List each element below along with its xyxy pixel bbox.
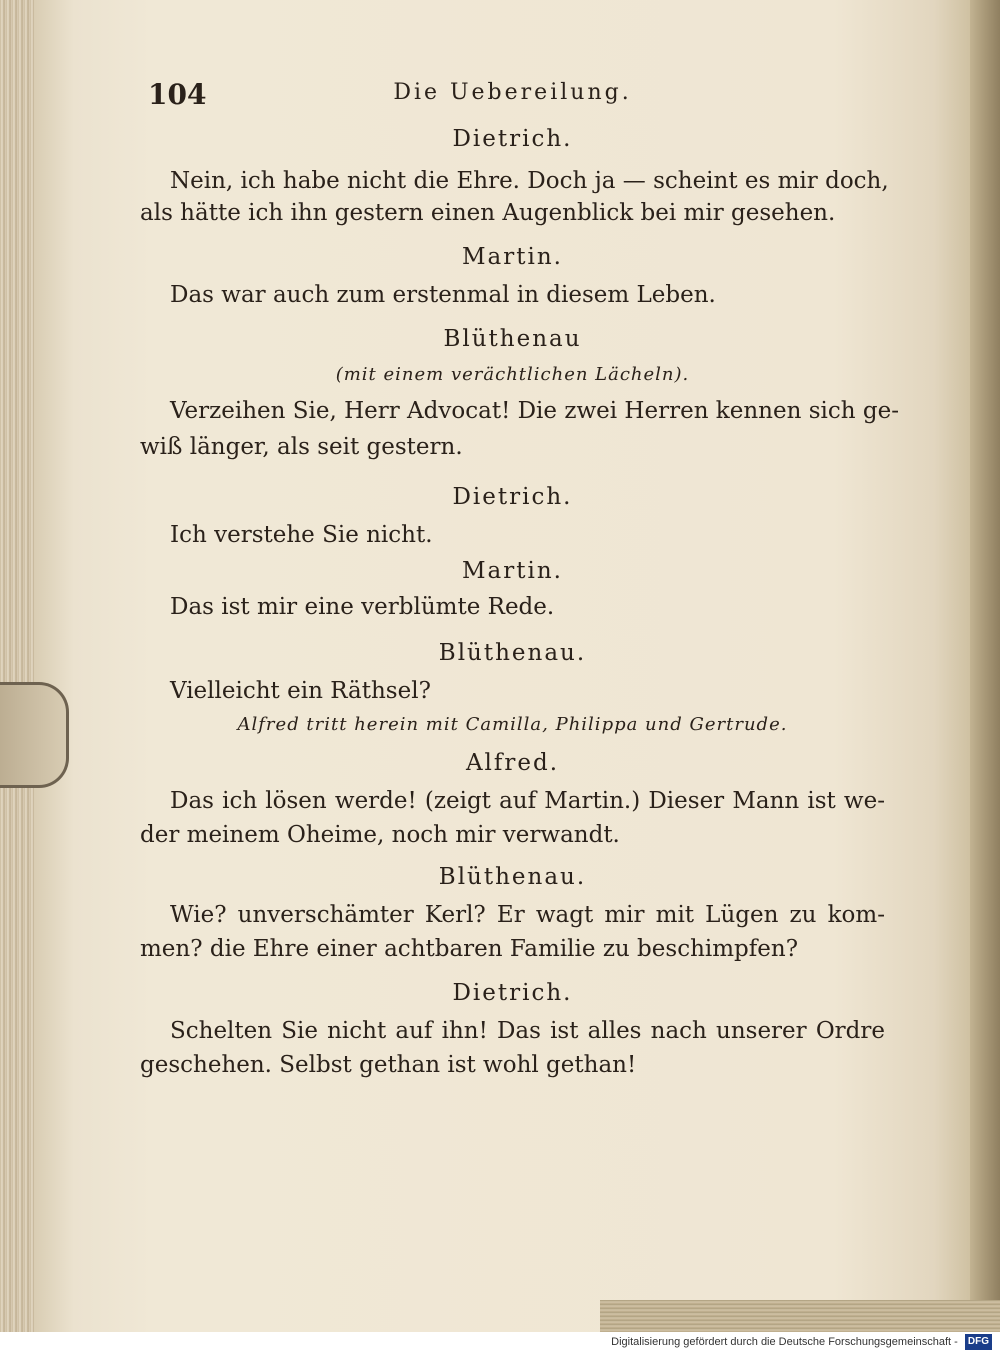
dialogue-line: Ich verstehe Sie nicht. xyxy=(170,522,433,548)
speaker-name: Dietrich. xyxy=(452,126,573,152)
dialogue-line: Schelten Sie nicht auf ihn! Das ist alles nach unserer Ordre xyxy=(170,1018,885,1044)
bottom-page-edges xyxy=(600,1300,1000,1332)
speaker-name: Blüthenau. xyxy=(438,864,587,890)
dialogue-line: Wie? unverschämter Kerl? Er wagt mir mit Lügen zu kom- xyxy=(170,902,885,928)
speaker-name: Blüthenau. xyxy=(438,640,587,666)
page-clip xyxy=(0,682,69,788)
stage-direction: (mit einem verächtlichen Lächeln). xyxy=(335,364,690,385)
dialogue-line: Vielleicht ein Räthsel? xyxy=(170,678,431,704)
speaker-name: Blüthenau xyxy=(443,326,582,352)
page-text xyxy=(140,0,899,1300)
speaker-name: Dietrich. xyxy=(452,484,573,510)
dialogue-line: wiß länger, als seit gestern. xyxy=(140,434,463,460)
footer-credit: Digitalisierung gefördert durch die Deutsche Forschungsgemeinschaft - xyxy=(611,1336,958,1349)
dialogue-line: Nein, ich habe nicht die Ehre. Doch ja — scheint es mir doch, xyxy=(170,168,889,194)
dialogue-line: Das war auch zum erstenmal in diesem Leben. xyxy=(170,282,716,308)
speaker-name: Dietrich. xyxy=(452,980,573,1006)
right-page-edge xyxy=(970,0,1000,1332)
dialogue-line: men? die Ehre einer achtbaren Familie zu beschimpfen? xyxy=(140,936,799,962)
speaker-name: Martin. xyxy=(462,244,563,270)
dfg-logo: DFG xyxy=(965,1334,992,1350)
page-number: 104 xyxy=(148,78,207,111)
stage-direction: Alfred tritt herein mit Camilla, Philippa und Gertrude. xyxy=(237,714,788,735)
dialogue-line: der meinem Oheime, noch mir verwandt. xyxy=(140,822,620,848)
running-head: Die Uebereilung. xyxy=(393,80,632,105)
dialogue-line: als hätte ich ihn gestern einen Augenblick bei mir gesehen. xyxy=(140,200,836,226)
dialogue-line: Verzeihen Sie, Herr Advocat! Die zwei Herren kennen sich ge- xyxy=(170,398,899,424)
dialogue-line: Das ich lösen werde! (zeigt auf Martin.) Dieser Mann ist we- xyxy=(170,788,885,814)
dialogue-line: Das ist mir eine verblümte Rede. xyxy=(170,594,555,620)
digitization-footer xyxy=(0,1332,1000,1352)
dialogue-line: geschehen. Selbst gethan ist wohl gethan! xyxy=(140,1052,637,1078)
speaker-name: Martin. xyxy=(462,558,563,584)
speaker-name: Alfred. xyxy=(465,750,560,776)
